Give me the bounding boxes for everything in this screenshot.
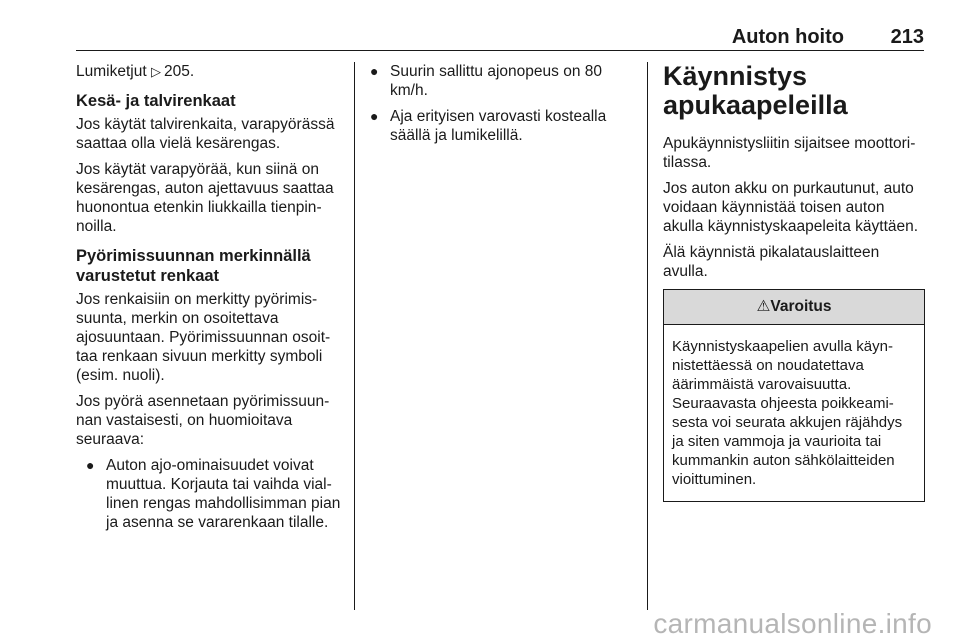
warning-header xyxy=(664,290,924,325)
warning-box xyxy=(663,289,925,502)
bullet-icon: ● xyxy=(370,63,379,79)
column-2 xyxy=(370,62,632,152)
page-number: 213 xyxy=(890,26,924,48)
page-header xyxy=(76,26,924,51)
section-heading-directional: Pyörimissuunnan merkinnällä varustetut renkaat xyxy=(76,247,311,285)
column-3 xyxy=(663,62,925,502)
ref-text: Lumiketjut xyxy=(76,63,147,80)
warning-triangle-icon: ⚠ xyxy=(756,298,771,315)
bullet-icon: ● xyxy=(86,457,95,473)
list-item xyxy=(86,456,344,532)
paragraph: Jos pyörä asennetaan pyörimissuunnan vastaisesti, on huomioitava seuraava: xyxy=(76,393,330,448)
paragraph: Jos auton akku on purkautunut, auto voidaan käynnistää toisen auton akulla käynnistyskaapeleita käyttäen. xyxy=(663,180,919,235)
warning-title: Varoitus xyxy=(770,298,832,315)
column-divider-2 xyxy=(647,62,648,610)
paragraph: Apukäynnistysliitin sijaitsee moottoritilassa. xyxy=(663,135,916,171)
list-item-text: Auton ajo-ominaisuudet voivat muuttua. Korjauta tai vaihda viallinen rengas mahdollisimman pian ja asenna se vararenkaan tilalle. xyxy=(106,457,341,531)
paragraph: Älä käynnistä pikalatauslaitteen avulla. xyxy=(663,244,880,280)
section-title-jump-start: Käynnistys apukaapeleilla xyxy=(663,61,848,120)
warning-text: Käynnistyskaapelien avulla käynnistettäessä on noudatettava äärimmäistä varovaisuutta. Seuraavasta ohjeesta poikkeamisesta voi seurata akkujen räjähdys ja siten vammoja ja vaurioita tai kummankin auton sähkölaitteiden vioittuminen. xyxy=(672,338,903,488)
bullet-list xyxy=(76,456,344,532)
column-divider-1 xyxy=(354,62,355,610)
column-1 xyxy=(76,62,344,539)
paragraph: Jos käytät talvirenkaita, varapyörässä saattaa olla vielä kesärengas. xyxy=(76,116,335,152)
list-item xyxy=(370,107,632,145)
header-title: Auton hoito xyxy=(731,26,844,48)
paragraph: Jos käytät varapyörää, kun siinä on kesärengas, auton ajettavuus saattaa huonontua etenkin liukkailla tienpinnoilla. xyxy=(76,161,334,235)
reference-arrow-icon: ▷ xyxy=(150,64,161,79)
list-item xyxy=(370,62,632,100)
cross-reference xyxy=(76,62,344,81)
bullet-list xyxy=(370,62,632,145)
paragraph: Jos renkaisiin on merkitty pyörimissuunta, merkin on osoitettava ajosuuntaan. Pyörimissuunnan osoittaa renkaan sivuun merkitty symboli (esim. nuoli). xyxy=(76,291,331,384)
list-item-text: Suurin sallittu ajonopeus on 80 km/h. xyxy=(390,63,602,99)
list-item-text: Aja erityisen varovasti kostealla säällä ja lumikelillä. xyxy=(390,108,607,144)
section-heading-tires: Kesä- ja talvirenkaat xyxy=(76,92,236,110)
watermark: carmanualsonline.info xyxy=(653,608,932,639)
bullet-icon: ● xyxy=(370,108,379,124)
ref-page-link[interactable]: 205. xyxy=(163,63,195,80)
